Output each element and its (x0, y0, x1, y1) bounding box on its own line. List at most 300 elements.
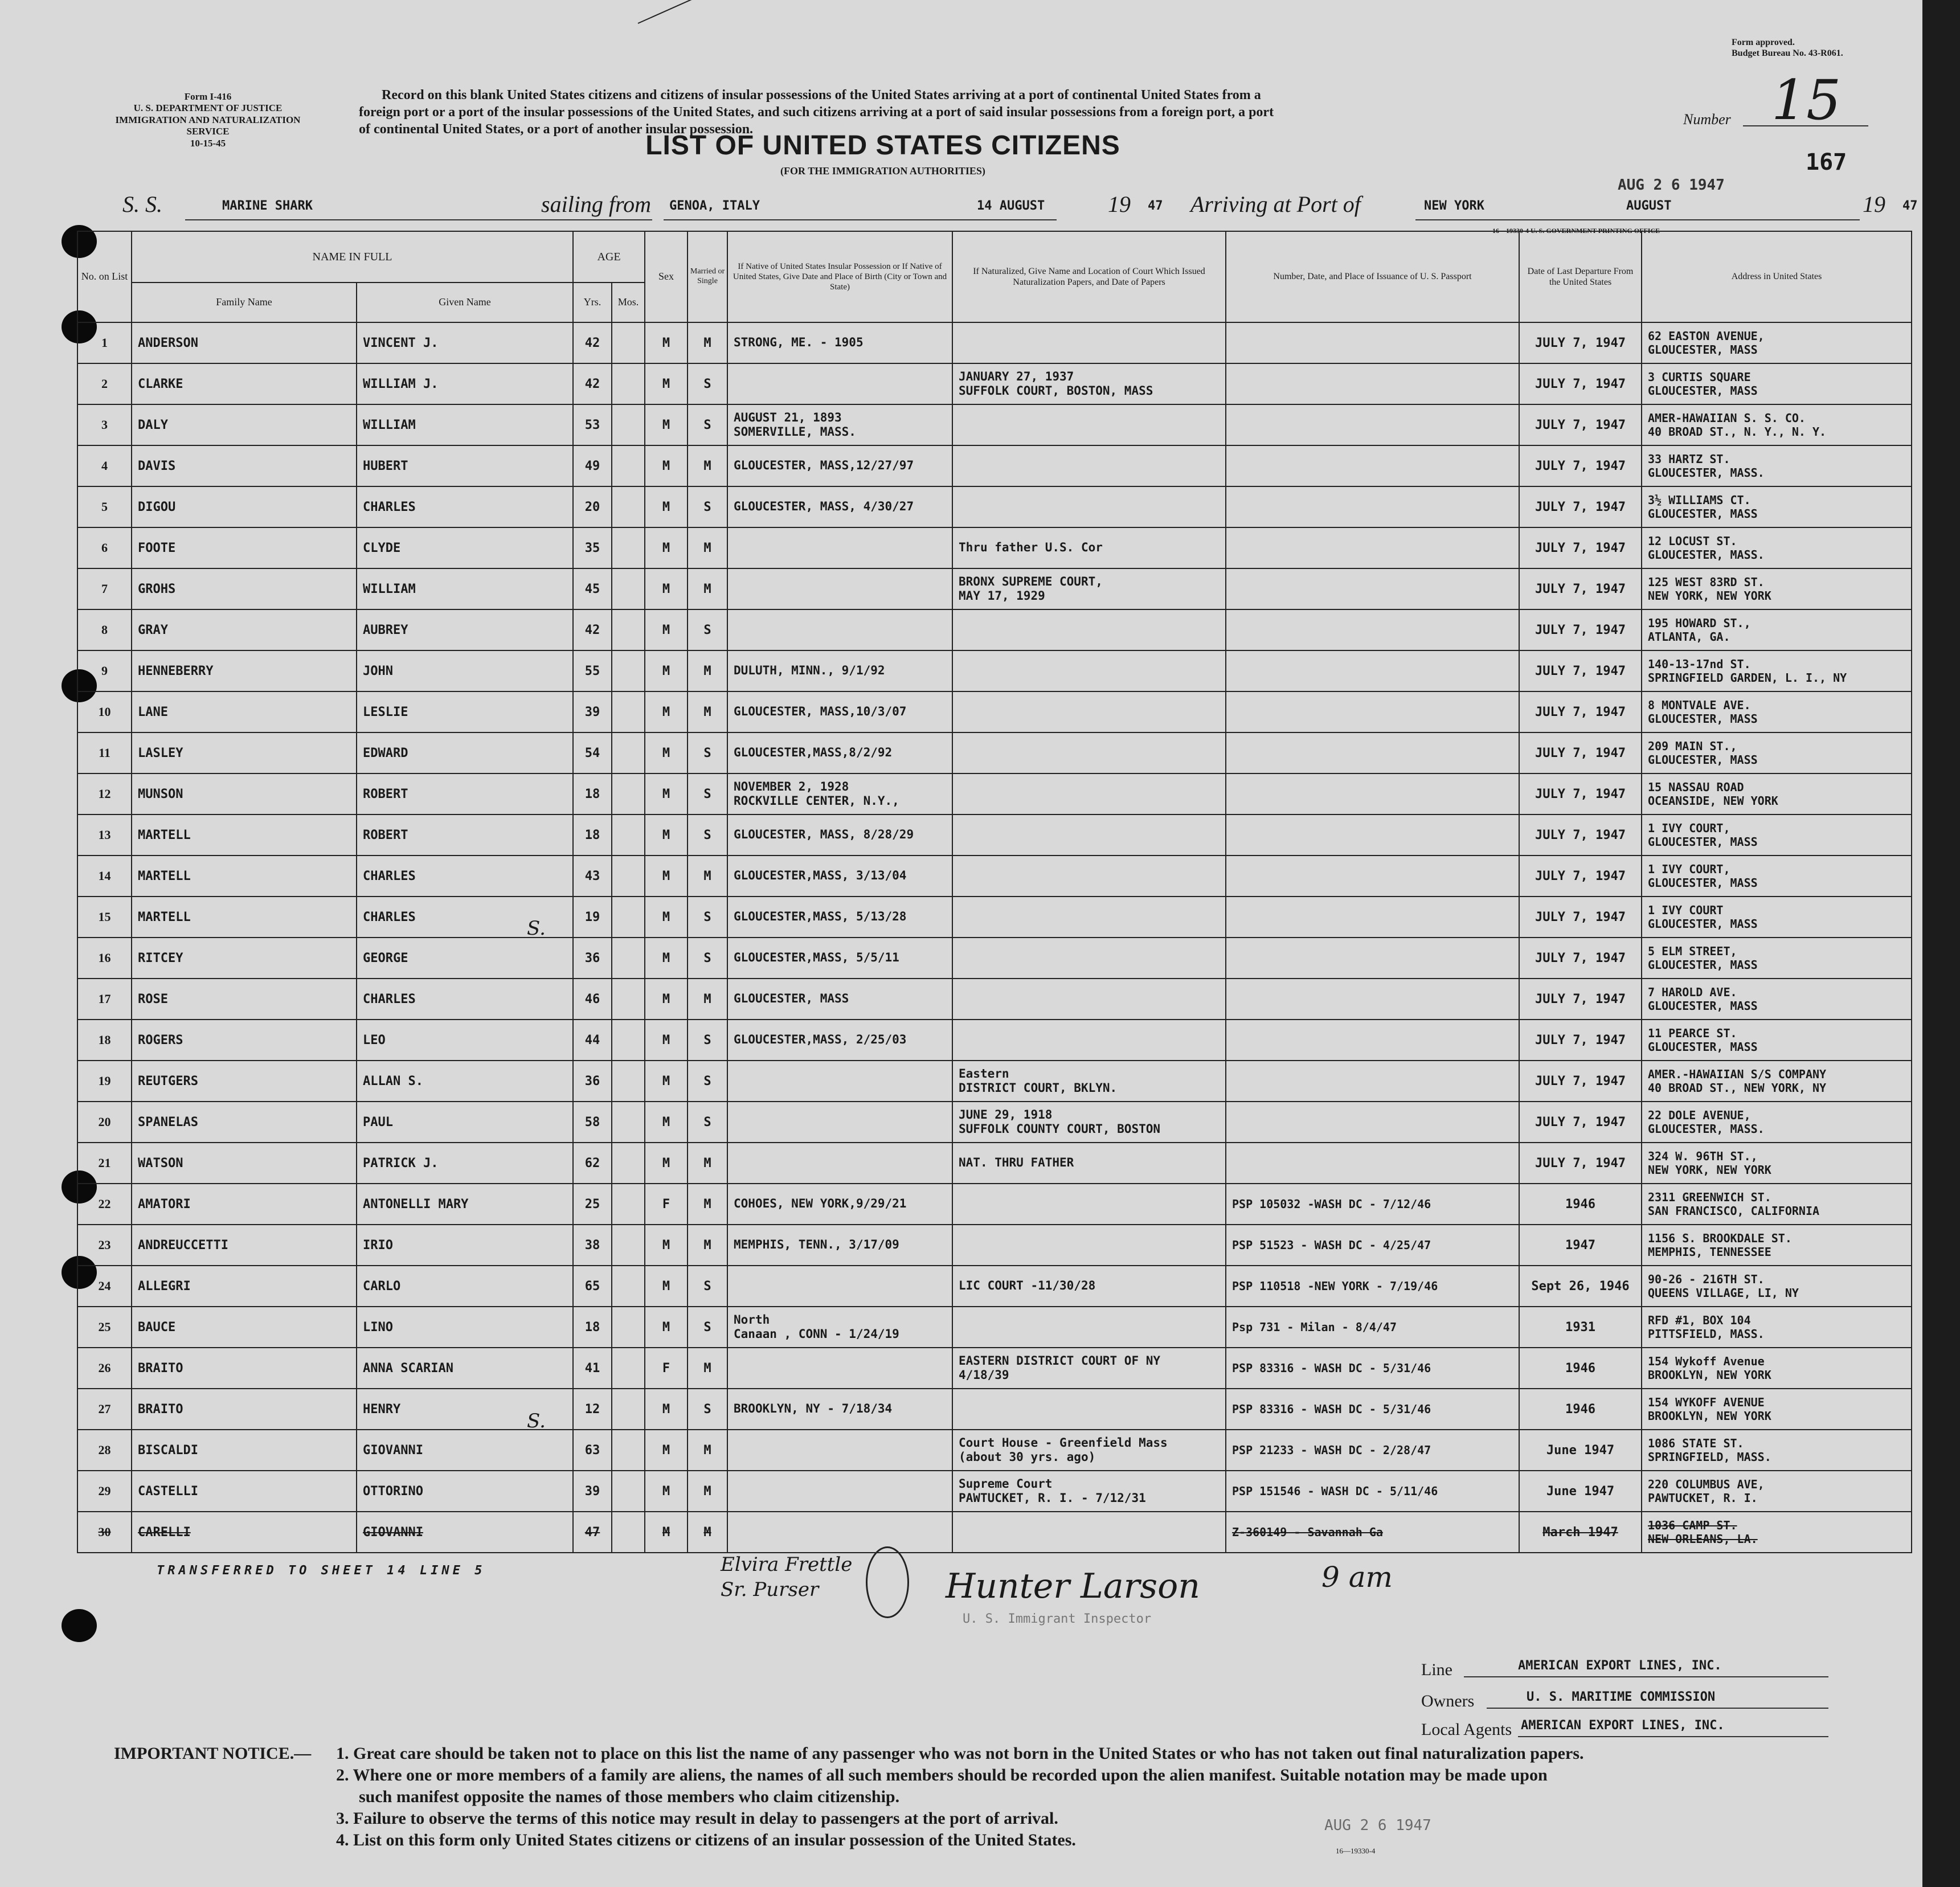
birth-info (727, 856, 952, 897)
row-number: 5 (77, 486, 132, 527)
number-label: Number (1683, 111, 1731, 128)
last-departure: JULY 7, 1947 (1519, 650, 1642, 691)
address-line: AMER.-HAWAIIAN S/S COMPANY (1648, 1067, 1827, 1081)
naturalization-info (952, 814, 1226, 856)
table-row (77, 1430, 1912, 1471)
naturalization-info (952, 445, 1226, 486)
given-name: IRIO (357, 1225, 573, 1266)
inspector-signature: Hunter Larson (946, 1566, 1200, 1606)
table-row (77, 322, 1912, 363)
naturalization-info (952, 1471, 1226, 1512)
address-line: QUEENS VILLAGE, LI, NY (1648, 1286, 1799, 1300)
address-line: GLOUCESTER, MASS (1648, 1040, 1758, 1054)
age-months (612, 1020, 645, 1061)
table-row (77, 1143, 1912, 1184)
col-header-departure: Date of Last Departure From the United States (1519, 231, 1642, 322)
birth-info (727, 1348, 952, 1389)
year-prefix: 19 (1108, 191, 1131, 217)
passport-info: Psp 731 - Milan - 8/4/47 (1226, 1307, 1519, 1348)
age-years: 43 (573, 856, 612, 897)
age-months (612, 486, 645, 527)
address-line: NEW YORK, NEW YORK (1648, 1163, 1771, 1177)
birth-info (727, 1061, 952, 1102)
given-name: AUBREY (357, 609, 573, 650)
birth-info-line: GLOUCESTER,MASS, 5/13/28 (734, 910, 907, 924)
table-row (77, 1184, 1912, 1225)
agents-value: AMERICAN EXPORT LINES, INC. (1521, 1718, 1725, 1733)
ship-name: MARINE SHARK (222, 199, 313, 213)
birth-info-line: GLOUCESTER, MASS, 8/28/29 (734, 828, 914, 842)
agents-label: Local Agents (1421, 1720, 1512, 1739)
address-line: 125 WEST 83RD ST. (1648, 575, 1765, 589)
last-departure: JULY 7, 1947 (1519, 527, 1642, 568)
naturalization-info (952, 1020, 1226, 1061)
given-name: ALLAN S. (357, 1061, 573, 1102)
marital-status: S (688, 486, 727, 527)
address-line: GLOUCESTER, MASS (1648, 343, 1758, 357)
age-months (612, 1512, 645, 1553)
notice-2-continued: such manifest opposite the names of those members who claim citizenship. (359, 1787, 900, 1806)
marital-status: S (688, 773, 727, 814)
last-departure: JULY 7, 1947 (1519, 363, 1642, 404)
arrive-year: 47 (1902, 199, 1918, 213)
given-name: JOHN (357, 650, 573, 691)
table-row (77, 527, 1912, 568)
birth-info (727, 1512, 952, 1553)
naturalization-info (952, 363, 1226, 404)
given-name: LESLIE (357, 691, 573, 732)
age-months (612, 979, 645, 1020)
row-number: 10 (77, 691, 132, 732)
col-header-no: No. on List (77, 231, 132, 322)
birth-info (727, 1184, 952, 1225)
birth-info (727, 979, 952, 1020)
table-row (77, 1389, 1912, 1430)
naturalization-info (952, 527, 1226, 568)
naturalization-info-line: 4/18/39 (959, 1368, 1009, 1382)
naturalization-info-line: Thru father U.S. Cor (959, 541, 1103, 555)
address-line: 7 HAROLD AVE. (1648, 985, 1737, 999)
birth-info-line: MEMPHIS, TENN., 3/17/09 (734, 1238, 899, 1252)
passport-info (1226, 773, 1519, 814)
last-departure: 1946 (1519, 1184, 1642, 1225)
table-row (77, 363, 1912, 404)
family-name: CASTELLI (132, 1471, 357, 1512)
family-name: WATSON (132, 1143, 357, 1184)
sheet-number: 167 (1806, 149, 1847, 175)
sex: M (645, 732, 688, 773)
last-departure: JULY 7, 1947 (1519, 445, 1642, 486)
address-line: SPRINGFIELD, MASS. (1648, 1450, 1771, 1464)
given-name: LINO (357, 1307, 573, 1348)
family-name: MARTELL (132, 897, 357, 938)
passport-info (1226, 856, 1519, 897)
birth-info (727, 609, 952, 650)
address (1642, 322, 1912, 363)
table-row (77, 691, 1912, 732)
family-name: MUNSON (132, 773, 357, 814)
given-name: ROBERT (357, 773, 573, 814)
table-row (77, 814, 1912, 856)
last-departure: JULY 7, 1947 (1519, 1102, 1642, 1143)
row-number: 15 (77, 897, 132, 938)
purser-title: Sr. Purser (721, 1578, 819, 1602)
sex: M (645, 1020, 688, 1061)
approval-line: Form approved. (1732, 38, 1795, 47)
address-line: ATLANTA, GA. (1648, 630, 1730, 644)
last-departure: JULY 7, 1947 (1519, 1061, 1642, 1102)
address-line: 3 CURTIS SQUARE (1648, 370, 1751, 384)
marital-status: M (688, 1184, 727, 1225)
birth-info-line: GLOUCESTER, MASS (734, 992, 849, 1006)
address-line: 33 HARTZ ST. (1648, 452, 1730, 466)
naturalization-info (952, 732, 1226, 773)
address (1642, 938, 1912, 979)
sex: M (645, 773, 688, 814)
address (1642, 897, 1912, 938)
address (1642, 1430, 1912, 1471)
marital-status: M (688, 1143, 727, 1184)
age-months (612, 609, 645, 650)
sex: M (645, 1102, 688, 1143)
family-name: ALLEGRI (132, 1266, 357, 1307)
address (1642, 1184, 1912, 1225)
age-months (612, 1061, 645, 1102)
notice-4: 4. List on this form only United States citizens or citizens of an insular possession of the United States. (336, 1831, 1076, 1849)
col-header-native: If Native of United States Insular Possession or If Native of United States, Give Date and Place of Birth (City or Town and State) (727, 231, 952, 322)
marital-status: M (688, 979, 727, 1020)
birth-info-line: GLOUCESTER,MASS, 5/5/11 (734, 951, 899, 965)
given-name: LEO (357, 1020, 573, 1061)
passport-info (1226, 938, 1519, 979)
age-months (612, 691, 645, 732)
family-name: CARELLI (132, 1512, 357, 1553)
sex: M (645, 527, 688, 568)
passport-info (1226, 1061, 1519, 1102)
table-row (77, 732, 1912, 773)
last-departure: JULY 7, 1947 (1519, 814, 1642, 856)
row-number: 29 (77, 1471, 132, 1512)
marital-status: S (688, 404, 727, 445)
last-departure: JULY 7, 1947 (1519, 322, 1642, 363)
address-line: OCEANSIDE, NEW YORK (1648, 794, 1778, 808)
ss-label: S. S. (122, 191, 162, 217)
last-departure: JULY 7, 1947 (1519, 1020, 1642, 1061)
given-name: CHARLES (357, 486, 573, 527)
birth-info-line: GLOUCESTER, MASS, 4/30/27 (734, 500, 914, 514)
naturalization-info-line: LIC COURT -11/30/28 (959, 1279, 1096, 1293)
naturalization-info (952, 486, 1226, 527)
given-name: ANNA SCARIAN (357, 1348, 573, 1389)
age-years: 46 (573, 979, 612, 1020)
passport-info: PSP 151546 - WASH DC - 5/11/46 (1226, 1471, 1519, 1512)
age-months (612, 856, 645, 897)
address (1642, 732, 1912, 773)
marital-status: M (688, 1430, 727, 1471)
passport-info: Z-360149 - Savannah Ga (1226, 1512, 1519, 1553)
birth-info (727, 1102, 952, 1143)
marital-status: S (688, 1020, 727, 1061)
instruction-line: foreign port or a port of the insular possessions of the United States, and such citizens arriving at a port of said insular possessions from a foreign port, a port (359, 105, 1274, 120)
last-departure: JULY 7, 1947 (1519, 1143, 1642, 1184)
age-months (612, 1348, 645, 1389)
age-years: 18 (573, 1307, 612, 1348)
table-row (77, 650, 1912, 691)
naturalization-info-line: Eastern (959, 1066, 1009, 1080)
marital-status: S (688, 897, 727, 938)
notice-2: 2. Where one or more members of a family are aliens, the names of all such members should be recorded upon the alien manifest. Suitable notation may be made upon (336, 1766, 1548, 1784)
address-line: GLOUCESTER, MASS (1648, 384, 1758, 398)
naturalization-info-line: DISTRICT COURT, BKLYN. (959, 1081, 1118, 1095)
table-row (77, 445, 1912, 486)
sex: F (645, 1348, 688, 1389)
passport-info: PSP 83316 - WASH DC - 5/31/46 (1226, 1389, 1519, 1430)
row-number: 22 (77, 1184, 132, 1225)
approval-note (1732, 37, 1843, 59)
age-years: 55 (573, 650, 612, 691)
age-years: 49 (573, 445, 612, 486)
age-months (612, 732, 645, 773)
naturalization-info-line: JUNE 29, 1918 (959, 1107, 1053, 1121)
sailing-from-label: sailing from (541, 191, 651, 217)
naturalization-info-line: SUFFOLK COURT, BOSTON, MASS (959, 384, 1153, 398)
address (1642, 1020, 1912, 1061)
address-line: GLOUCESTER, MASS. (1648, 1122, 1765, 1136)
age-years: 20 (573, 486, 612, 527)
address (1642, 1102, 1912, 1143)
birth-info-line: North (734, 1312, 770, 1327)
address-line: BROOKLYN, NEW YORK (1648, 1368, 1771, 1382)
marital-status: M (688, 856, 727, 897)
row-number: 21 (77, 1143, 132, 1184)
passport-info: PSP 110518 -NEW YORK - 7/19/46 (1226, 1266, 1519, 1307)
marital-status: S (688, 363, 727, 404)
col-header-address: Address in United States (1642, 231, 1912, 322)
age-months (612, 363, 645, 404)
address (1642, 1266, 1912, 1307)
family-name: HENNEBERRY (132, 650, 357, 691)
last-departure: March 1947 (1519, 1512, 1642, 1553)
sex: M (645, 691, 688, 732)
naturalization-info (952, 897, 1226, 938)
given-name: CLYDE (357, 527, 573, 568)
arriving-label: Arriving at Port of (1190, 191, 1361, 217)
row-number: 17 (77, 979, 132, 1020)
address-line: GLOUCESTER, MASS (1648, 917, 1758, 931)
voyage-line (122, 191, 1918, 225)
age-years: 47 (573, 1512, 612, 1553)
passport-info: PSP 51523 - WASH DC - 4/25/47 (1226, 1225, 1519, 1266)
row-number: 26 (77, 1348, 132, 1389)
passport-info (1226, 1143, 1519, 1184)
address (1642, 445, 1912, 486)
department: U. S. DEPARTMENT OF JUSTICE (133, 103, 283, 114)
birth-info (727, 1430, 952, 1471)
given-name: HUBERT (357, 445, 573, 486)
address-line: 40 BROAD ST., N. Y., N. Y. (1648, 425, 1827, 439)
passport-info (1226, 568, 1519, 609)
birth-info-line: GLOUCESTER,MASS,8/2/92 (734, 746, 893, 760)
marital-status: M (688, 445, 727, 486)
address-line: 1086 STATE ST. (1648, 1436, 1744, 1450)
address-line: 40 BROAD ST., NEW YORK, NY (1648, 1081, 1827, 1095)
given-name: ANTONELLI MARY (357, 1184, 573, 1225)
address-line: 195 HOWARD ST., (1648, 616, 1751, 630)
passport-info (1226, 404, 1519, 445)
age-years: 42 (573, 609, 612, 650)
age-years: 54 (573, 732, 612, 773)
birth-info (727, 1143, 952, 1184)
naturalization-info (952, 1389, 1226, 1430)
row-number: 14 (77, 856, 132, 897)
naturalization-info (952, 1266, 1226, 1307)
given-name: HENRY (357, 1389, 573, 1430)
address-line: 140-13-17nd ST. (1648, 657, 1751, 671)
marital-status: S (688, 1307, 727, 1348)
address-line: BROOKLYN, NEW YORK (1648, 1409, 1771, 1423)
family-name: MARTELL (132, 814, 357, 856)
passport-info (1226, 1102, 1519, 1143)
row-number: 1 (77, 322, 132, 363)
birth-info (727, 1225, 952, 1266)
age-years: 45 (573, 568, 612, 609)
birth-info-line: COHOES, NEW YORK,9/29/21 (734, 1197, 907, 1211)
last-departure: JULY 7, 1947 (1519, 691, 1642, 732)
age-years: 42 (573, 363, 612, 404)
notice-3: 3. Failure to observe the terms of this notice may result in delay to passengers at the port of arrival. (336, 1809, 1058, 1828)
port-to: NEW YORK (1424, 199, 1484, 213)
passenger-table (77, 231, 1912, 1553)
last-departure: JULY 7, 1947 (1519, 979, 1642, 1020)
passenger-rows (77, 322, 1912, 1553)
birth-info (727, 691, 952, 732)
form-id-block (103, 91, 313, 149)
address-line: GLOUCESTER, MASS (1648, 753, 1758, 767)
address-line: 1156 S. BROOKDALE ST. (1648, 1231, 1792, 1245)
age-years: 39 (573, 691, 612, 732)
passport-info: PSP 105032 -WASH DC - 7/12/46 (1226, 1184, 1519, 1225)
col-header-married: Married or Single (688, 231, 727, 322)
col-header-age: AGE (573, 231, 645, 283)
marital-status: S (688, 1102, 727, 1143)
col-header-sex: Sex (645, 231, 688, 322)
marital-status: S (688, 938, 727, 979)
address-line: 90-26 - 216TH ST. (1648, 1272, 1765, 1286)
age-months (612, 1307, 645, 1348)
naturalization-info-line: Court House - Greenfield Mass (959, 1435, 1168, 1450)
last-departure: Sept 26, 1946 (1519, 1266, 1642, 1307)
birth-info-line: BROOKLYN, NY - 7/18/34 (734, 1402, 893, 1416)
given-name: GIOVANNI (357, 1512, 573, 1553)
given-name: VINCENT J. (357, 322, 573, 363)
address-line: 11 PEARCE ST. (1648, 1026, 1737, 1040)
address-line: 324 W. 96TH ST., (1648, 1149, 1758, 1163)
age-months (612, 938, 645, 979)
last-departure: JULY 7, 1947 (1519, 732, 1642, 773)
notice-title: IMPORTANT NOTICE.— (114, 1744, 312, 1763)
address (1642, 814, 1912, 856)
passport-info (1226, 650, 1519, 691)
col-header-mos: Mos. (612, 283, 645, 322)
sex: M (645, 1143, 688, 1184)
age-years: 35 (573, 527, 612, 568)
address-line: SPRINGFIELD GARDEN, L. I., NY (1648, 671, 1847, 685)
birth-info (727, 1389, 952, 1430)
naturalization-info (952, 568, 1226, 609)
family-name: BISCALDI (132, 1430, 357, 1471)
address (1642, 609, 1912, 650)
table-row (77, 1225, 1912, 1266)
page-subtitle: (FOR THE IMMIGRATION AUTHORITIES) (780, 165, 985, 177)
sex: M (645, 445, 688, 486)
purser-signature (721, 1552, 852, 1602)
naturalization-info (952, 1430, 1226, 1471)
depart-date: 14 AUGUST (977, 199, 1045, 213)
passport-info (1226, 322, 1519, 363)
passport-info: PSP 21233 - WASH DC - 2/28/47 (1226, 1430, 1519, 1471)
age-months (612, 1225, 645, 1266)
birth-info-line: NOVEMBER 2, 1928 (734, 779, 849, 793)
table-row (77, 1512, 1912, 1553)
family-name: GROHS (132, 568, 357, 609)
naturalization-info (952, 1307, 1226, 1348)
address (1642, 568, 1912, 609)
passport-info (1226, 691, 1519, 732)
line-label: Line (1421, 1660, 1452, 1679)
address-line: 1 IVY COURT, (1648, 862, 1730, 876)
birth-info (727, 445, 952, 486)
address-line: 1 IVY COURT, (1648, 821, 1730, 835)
address (1642, 1471, 1912, 1512)
table-row (77, 486, 1912, 527)
form-date: 10-15-45 (190, 137, 226, 149)
sex: M (645, 486, 688, 527)
margin-mark: S. (527, 917, 546, 940)
address-line: 220 COLUMBUS AVE, (1648, 1477, 1765, 1491)
age-years: 36 (573, 1061, 612, 1102)
gpo-note: 16—19330-4 U. S. GOVERNMENT PRINTING OFFICE (1492, 227, 1660, 235)
family-name: BAUCE (132, 1307, 357, 1348)
birth-info (727, 1471, 952, 1512)
row-number: 4 (77, 445, 132, 486)
marital-status: M (688, 527, 727, 568)
table-row (77, 1020, 1912, 1061)
sex: F (645, 1184, 688, 1225)
address (1642, 404, 1912, 445)
family-name: LASLEY (132, 732, 357, 773)
address (1642, 1389, 1912, 1430)
marital-status: S (688, 1061, 727, 1102)
row-number: 9 (77, 650, 132, 691)
row-number: 7 (77, 568, 132, 609)
transfer-note: TRANSFERRED TO SHEET 14 LINE 5 (157, 1563, 486, 1578)
birth-info (727, 322, 952, 363)
sex: M (645, 814, 688, 856)
last-departure: JULY 7, 1947 (1519, 404, 1642, 445)
owners-value: U. S. MARITIME COMMISSION (1527, 1690, 1716, 1704)
table-row (77, 404, 1912, 445)
family-name: BRAITO (132, 1389, 357, 1430)
last-departure: 1946 (1519, 1348, 1642, 1389)
age-months (612, 1430, 645, 1471)
address-line: RFD #1, BOX 104 (1648, 1313, 1751, 1327)
naturalization-info (952, 1061, 1226, 1102)
sex: M (645, 1061, 688, 1102)
given-name: EDWARD (357, 732, 573, 773)
address-line: MEMPHIS, TENNESSEE (1648, 1245, 1771, 1259)
given-name: GEORGE (357, 938, 573, 979)
table-row (77, 1471, 1912, 1512)
